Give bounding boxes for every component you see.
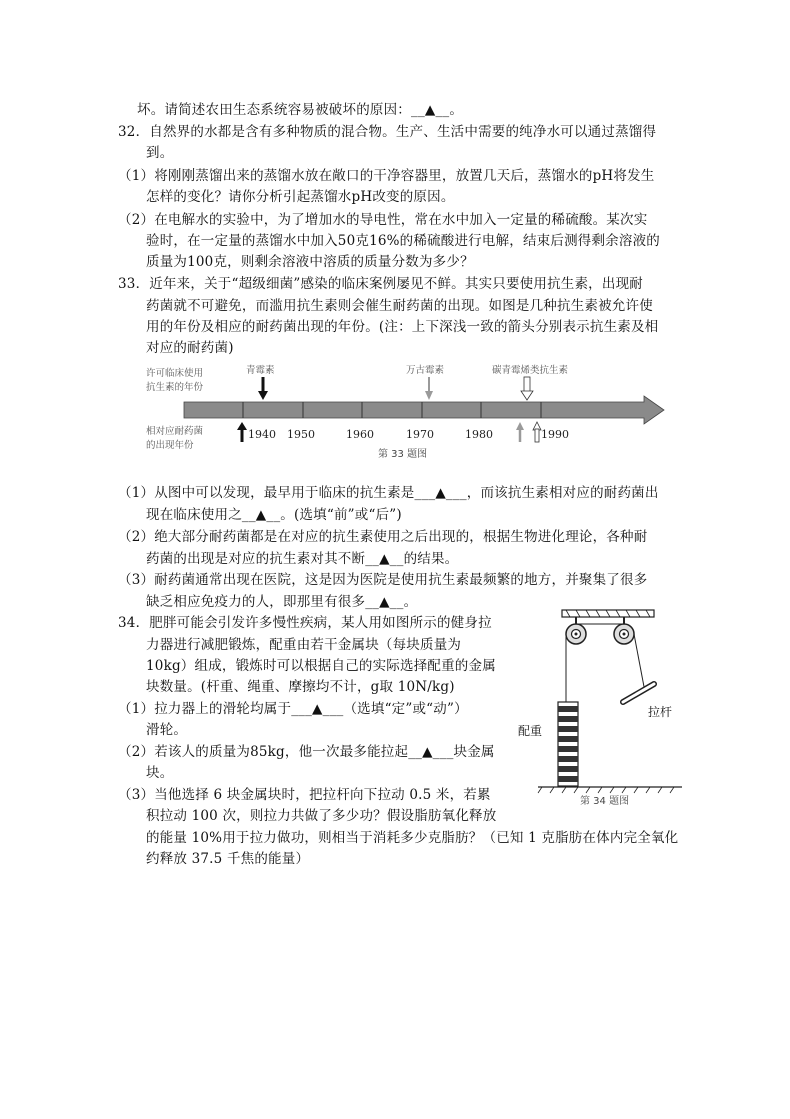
year-label: 1960	[346, 428, 374, 441]
year-label: 1940	[248, 428, 276, 441]
year-label: 1950	[287, 428, 315, 441]
year-label: 1990	[541, 428, 569, 441]
timeline-top-label: 许可临床使用	[146, 368, 204, 379]
weight-stack	[558, 702, 578, 786]
antibiotic-label-penicillin: 青霉素	[246, 365, 275, 376]
timeline-bottom-label: 的出现年份	[146, 440, 194, 451]
timeline-top-label: 抗生素的年份	[146, 382, 204, 393]
q33-part2-line: 药菌的出现是对应的抗生素对其不断__▲__的结果。	[146, 551, 459, 567]
q34-part3-line: （3）当他选择 6 块金属块时，把拉杆向下拉动 0.5 米，若累	[118, 787, 491, 803]
penicillin-resistance-up-arrow	[237, 422, 247, 442]
q33-stem-line: 对应的耐药菌)	[146, 340, 234, 356]
figure-33-caption: 第 33 题图	[378, 449, 428, 460]
figure-34-caption: 第 34 题图	[580, 796, 630, 807]
q34-stem-line: 块数量。(杆重、绳重、摩擦均不计，g取 10N/kg)	[146, 679, 455, 695]
q32-stem-line: 32．自然界的水都是含有多种物质的混合物。生产、生活中需要的纯净水可以通过蒸馏得	[118, 124, 657, 140]
q34-pulley-figure	[510, 604, 690, 809]
q33-part1-line: 现在临床使用之__▲__。(选填“前”或“后”)	[146, 507, 402, 523]
q33-stem-line: 药菌就不可避免，而滥用抗生素则会催生耐药菌的出现。如图是几种抗生素被允许使	[146, 298, 653, 314]
q32-part1-line: 怎样的变化？请你分析引起蒸馏水pH改变的原因。	[146, 189, 455, 205]
q34-stem-line: 力器进行减肥锻炼，配重由若干金属块（每块质量为	[146, 637, 462, 653]
q33-part3-line: （3）耐药菌通常出现在医院，这是因为医院是使用抗生素最频繁的地方，并聚集了很多	[118, 572, 648, 588]
q34-stem-line: 34．肥胖可能会引发许多慢性疾病，某人用如图所示的健身拉	[118, 615, 492, 631]
penicillin-down-arrow	[258, 377, 268, 400]
antibiotic-label-carbapenem: 碳青霉烯类抗生素	[492, 365, 569, 376]
left-pulley	[566, 617, 586, 644]
q33-part1-line: （1）从图中可以发现，最早用于临床的抗生素是___▲___，而该抗生素相对应的耐药菌出	[118, 485, 659, 501]
antibiotic-label-vancomycin: 万古霉素	[406, 365, 445, 376]
vancomycin-resistance-up-arrow	[516, 422, 524, 442]
q32-part2-line: （2）在电解水的实验中，为了增加水的导电性，常在水中加入一定量的稀硫酸。某次实	[118, 212, 648, 228]
timeline-arrow	[184, 396, 664, 424]
pull-bar-label: 拉杆	[648, 705, 673, 719]
q34-part3-line: 约释放 37.5 千焦的能量）	[146, 851, 310, 867]
q33-part3-line: 缺乏相应免疫力的人，即那里有很多__▲__。	[146, 594, 418, 610]
ground	[538, 787, 682, 793]
q34-part3-line: 的能量 10%用于拉力做功，则相当于消耗多少克脂肪？（已知 1 克脂肪在体内完全氧化	[146, 830, 679, 846]
year-label: 1970	[406, 428, 434, 441]
q33-stem-line: 33．近年来，关于“超级细菌”感染的临床案例屡见不鲜。其实只要使用抗生素，出现耐	[118, 276, 643, 292]
q34-part2-line: 块。	[146, 765, 174, 781]
q32-part2-line: 质量为100克，则剩余溶液中溶质的质量分数为多少？	[146, 254, 474, 270]
ceiling-support	[562, 610, 654, 617]
q33-stem-line: 用的年份及相应的耐药菌出现的年份。(注：上下深浅一致的箭头分别表示抗生素及相	[146, 319, 659, 335]
q34-part1-line: （1）拉力器上的滑轮均属于___▲___（选填“定”或“动”）	[118, 701, 468, 717]
carbapenem-down-arrow	[521, 377, 533, 400]
q32-part1-line: （1）将刚刚蒸馏出来的蒸馏水放在敞口的干净容器里，放置几天后，蒸馏水的pH将发生	[118, 168, 655, 184]
pull-bar	[623, 684, 654, 702]
q34-stem-line: 10kg）组成，锻炼时可以根据自己的实际选择配重的金属	[146, 658, 496, 674]
right-pulley	[614, 617, 634, 644]
year-label: 1980	[465, 428, 493, 441]
q34-part1-line: 滑轮。	[146, 722, 188, 738]
q32-part2-line: 验时，在一定量的蒸馏水中加入50克16%的稀硫酸进行电解，结束后测得剩余溶液的	[146, 233, 660, 249]
vancomycin-down-arrow	[425, 377, 433, 400]
q34-part3-line: 积拉动 100 次，则拉力共做了多少功？假设脂肪氧化释放	[146, 808, 497, 824]
q31-tail-line: 坏。请简述农田生态系统容易被破坏的原因：__▲__。	[137, 102, 464, 118]
carbapenem-resistance-up-arrow	[533, 422, 541, 442]
q33-part2-line: （2）绝大部分耐药菌都是在对应的抗生素使用之后出现的，根据生物进化理论，各种耐	[118, 529, 648, 545]
q32-stem-line: 到。	[146, 145, 174, 161]
q33-timeline-figure	[140, 360, 670, 465]
q34-part2-line: （2）若该人的质量为85kg，他一次最多能拉起__▲___块金属	[118, 744, 495, 760]
weight-label: 配重	[518, 724, 543, 738]
timeline-bottom-label: 相对应耐药菌	[146, 426, 204, 437]
